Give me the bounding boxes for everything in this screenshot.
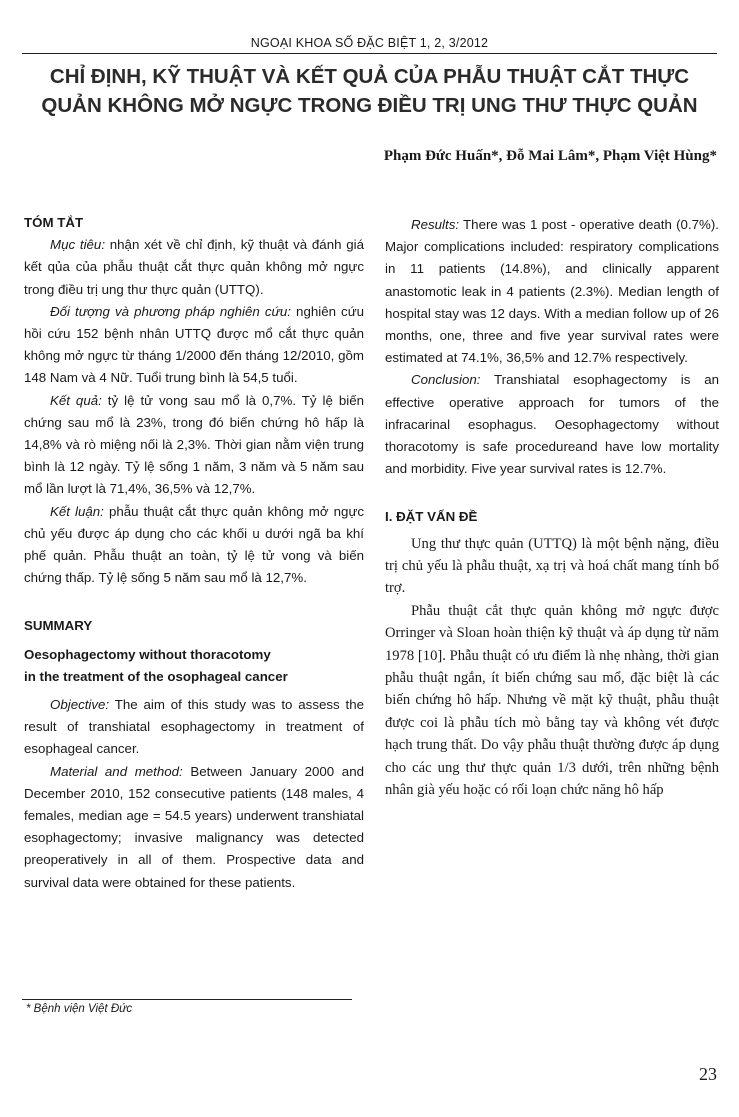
doituong-label: Đối tượng và phương pháp nghiên cứu: bbox=[50, 303, 291, 319]
results-text: There was 1 post - operative death (0.7%). Major complications included: respiratory complications in 11 patients (14.8%), and clinically apparent anastomotic leak in 4 patients (2.3%). Median length of hospital stay was 12 days. With a median follow up of 26 months, one, three and five year survival rates were estimated at 74.1%, 36,5% and 12.7% respectively. bbox=[385, 217, 719, 366]
ketluan-label: Kết luận: bbox=[50, 503, 104, 519]
objective-text: The aim of this study was to assess the result of transhiatal esophagectomy in treatment of esophageal cancer. bbox=[24, 697, 364, 757]
footnote: * Bệnh viện Việt Đức bbox=[26, 1003, 133, 1015]
page-number: 23 bbox=[699, 1064, 717, 1084]
title-line-1: CHỈ ĐỊNH, KỸ THUẬT VÀ KẾT QUẢ CỦA PHẪU THUẬT CẮT THỰC bbox=[49, 65, 690, 88]
summary-heading: SUMMARY bbox=[24, 618, 93, 634]
intro-para-2: Phẫu thuật cắt thực quản không mở ngực được Orringer và Sloan hoàn thiện kỹ thuật và áp dụng từ năm 1978 [10]. Phẫu thuật có ưu điểm là nhẹ nhàng, thời gian phẫu thuật ngắn, ít biến chứng sau mổ, đặc biệt là các biến chứng hô hấp. Nhưng về mặt kỹ thuật, phẫu thuật được coi là phẫu tích mò bằng tay và không vét được hạch trung thất. Do vậy phẫu thuật thường được áp dụng cho các ung thư thực quản 1/3 dưới, trên những bệnh nhân già yếu hoặc có rối loạn chức năng hô hấp bbox=[385, 602, 719, 799]
muctieu-label: Mục tiêu: bbox=[50, 237, 106, 253]
conclusion-label: Conclusion: bbox=[411, 372, 481, 388]
right-column bbox=[385, 214, 719, 802]
intro-body bbox=[385, 533, 719, 802]
method-label: Material and method: bbox=[50, 763, 183, 779]
tomtat-muctieu bbox=[24, 234, 364, 301]
tomtat-doituong bbox=[24, 301, 364, 390]
ketluan-text: phẫu thuật cắt thực quản không mở ngực chủ yếu được áp dụng cho các khối u dưới ngã ba khí phế quản. Phẫu thuật an toàn, tỷ lệ tử vong và biến chứng thấp. Tỷ lệ sống 5 năm sau mổ là 12,7%. bbox=[24, 503, 364, 586]
summary-results bbox=[385, 214, 719, 369]
objective-label: Objective: bbox=[50, 697, 110, 713]
tomtat-ketluan bbox=[24, 501, 364, 590]
summary-conclusion bbox=[385, 369, 719, 480]
left-column bbox=[24, 212, 364, 894]
authors: Phạm Đức Huấn*, Đỗ Mai Lâm*, Phạm Việt Hùng* bbox=[383, 148, 717, 164]
muctieu-text: nhận xét về chỉ định, kỹ thuật và đánh giá kết qủa của phẫu thuật cắt thực quản không mở ngực trong điều trị ung thư thực quản (UTTQ). bbox=[24, 237, 364, 297]
method-text: Between January 2000 and December 2010, 152 consecutive patients (148 males, 4 females, median age = 54.5 years) underwent transhiatal esophagectomy; invasive malignancy was detected preoperatively in all of them. Prospective data and survival data were obtained for these patients. bbox=[24, 763, 364, 890]
summary-objective bbox=[24, 694, 364, 761]
conclusion-text: Transhiatal esophagectomy is an effective operative approach for tumors of the infracarinal esophagus. Oesophagectomy without thoracotomy is safe procedureand have low mortality and morbidity. Five year survival rates is 12.7%. bbox=[385, 372, 719, 477]
summary-method bbox=[24, 761, 364, 894]
ketqua-label: Kết quả: bbox=[50, 392, 102, 408]
results-label: Results: bbox=[411, 217, 460, 232]
header-rule bbox=[22, 53, 717, 54]
article-title bbox=[22, 62, 717, 120]
intro-para-1: Ung thư thực quản (UTTQ) là một bệnh nặng, điều trị chủ yếu là phẫu thuật, xạ trị và hoá chất mang tính bổ trợ. bbox=[385, 535, 719, 597]
summary-subtitle-1: Oesophagectomy without thoracotomy bbox=[24, 646, 271, 662]
journal-header: NGOẠI KHOA SỐ ĐẶC BIỆT 1, 2, 3/2012 bbox=[250, 36, 489, 50]
title-line-2: QUẢN KHÔNG MỞ NGỰC TRONG ĐIỀU TRỊ UNG THƯ THỰC QUẢN bbox=[41, 94, 698, 117]
tomtat-heading: TÓM TẮT bbox=[24, 215, 84, 230]
ketqua-text: tỷ lệ tử vong sau mổ là 0,7%. Tỷ lệ biến chứng sau mổ là 23%, trong đó biến chứng hô hấp là 14,8% và rò miệng nối là 2,3%. Thời gian nằm viện trung bình là 12 ngày. Tỷ lệ sống 1 năm, 3 năm và 5 năm sau mổ lần lượt là 71,4%, 36,5% và 12,7%. bbox=[24, 392, 364, 497]
doituong-text: nghiên cứu hồi cứu 152 bệnh nhân UTTQ được mổ cắt thực quản không mở ngực từ tháng 1/2000 đến tháng 12/2010, gồm 148 Nam và 4 Nữ. Tuổi trung bình là 54,5 tuổi. bbox=[24, 303, 364, 386]
footnote-rule bbox=[22, 999, 352, 1000]
tomtat-ketqua bbox=[24, 390, 364, 501]
summary-subtitle-2: in the treatment of the osophageal cancer bbox=[24, 668, 288, 684]
intro-heading: I. ĐẶT VẤN ĐỀ bbox=[385, 509, 478, 525]
